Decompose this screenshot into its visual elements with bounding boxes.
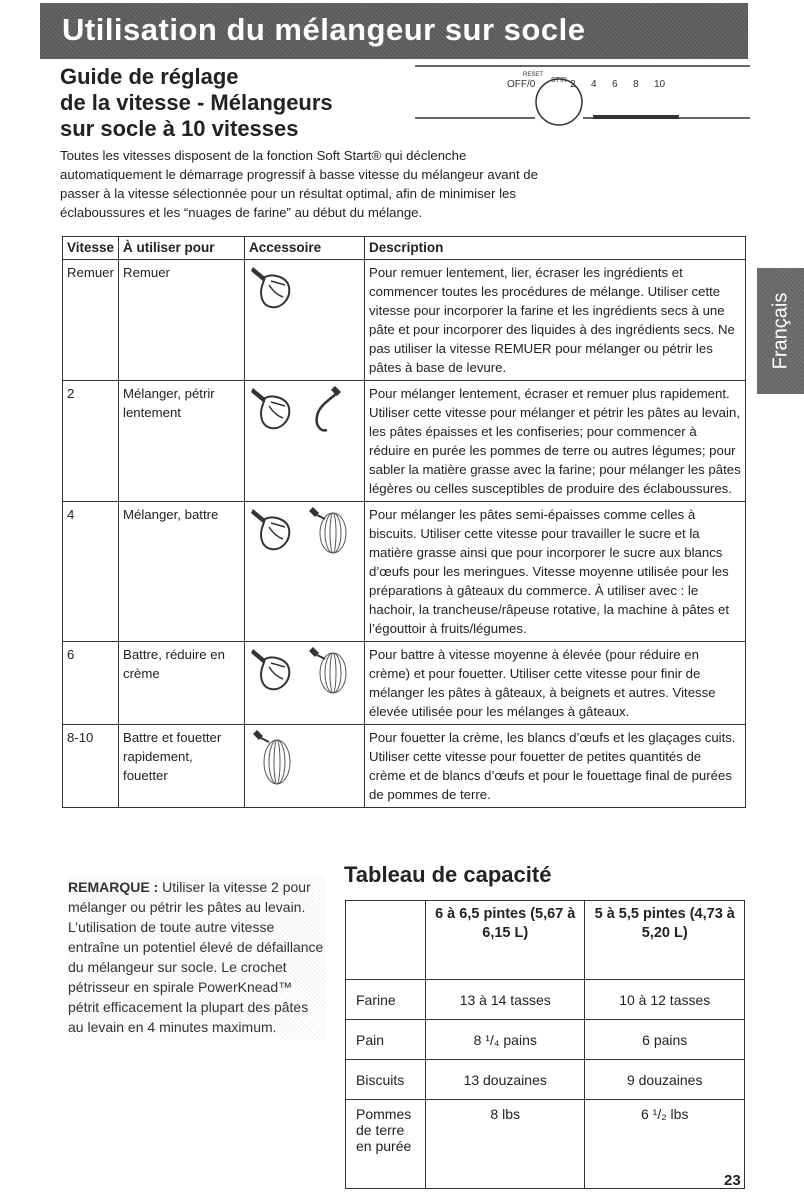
flat-beater-icon: [249, 263, 301, 315]
column-header: Accessoire: [245, 237, 365, 260]
speed-cell: 6: [63, 642, 119, 725]
accessory-cell: [245, 725, 365, 808]
wire-whip-icon: [305, 645, 353, 697]
table-row: [63, 381, 746, 502]
description-cell: Pour fouetter la crème, les blancs d’œufs et les glaçages cuits. Utiliser cette vitesse pour fouetter de petites quantités de crème et de blancs d’œufs et pour le fouettage final de purées de pommes de terre.: [365, 725, 746, 808]
flat-beater-icon: [249, 505, 301, 557]
speed-table: [62, 236, 746, 808]
table-row: [346, 1060, 745, 1100]
speed-table-header-row: [63, 237, 746, 260]
use-cell: Battre, réduire en crème: [119, 642, 245, 725]
wire-whip-icon: [305, 505, 353, 557]
column-header: Description: [365, 237, 746, 260]
table-row: [63, 642, 746, 725]
wire-whip-icon: [249, 728, 297, 788]
value-cell: 13 douzaines: [425, 1060, 585, 1100]
item-cell: Farine: [346, 980, 426, 1020]
table-row: [346, 1100, 745, 1189]
value-cell: 8 ¹/₄ pains: [425, 1020, 585, 1060]
capacity-header-row: [346, 901, 745, 980]
value-cell: 10 à 12 tasses: [585, 980, 745, 1020]
table-row: [63, 502, 746, 642]
item-cell: Biscuits: [346, 1060, 426, 1100]
speed-cell: 8-10: [63, 725, 119, 808]
table-row: [63, 260, 746, 381]
dial-reset-label: RESET: [523, 72, 544, 78]
column-header: 6 à 6,5 pintes (5,67 à 6,15 L): [425, 901, 585, 980]
use-cell: Mélanger, battre: [119, 502, 245, 642]
accessory-cell: [245, 502, 365, 642]
column-header: Vitesse: [63, 237, 119, 260]
value-cell: 9 douzaines: [585, 1060, 745, 1100]
dial-number: 6: [612, 79, 618, 90]
dial-number: 4: [591, 79, 597, 90]
speed-cell: Remuer: [63, 260, 119, 381]
note-box: [68, 875, 326, 1039]
use-cell: Mélanger, pétrir lentement: [119, 381, 245, 502]
intro-paragraph: Toutes les vitesses disposent de la fonction Soft Start® qui déclenche automatiquement le démarrage progressif à basse vitesse du mélangeur avant de passer à la vitesse sélectionnée pour un résultat optimal, afin de minimiser les éclaboussures et les “nuages de farine” au début du mélange.: [60, 148, 538, 220]
page-number: 23: [724, 1172, 741, 1189]
capacity-title: Tableau de capacité: [344, 862, 552, 887]
accessory-cell: [245, 381, 365, 502]
dial-number: 8: [633, 79, 639, 90]
item-cell: Pain: [346, 1020, 426, 1060]
dough-hook-icon: [305, 384, 345, 436]
value-cell: 6 ¹/₂ lbs: [585, 1100, 745, 1189]
column-header: À utiliser pour: [119, 237, 245, 260]
dial-slot: [593, 115, 679, 119]
speed-guide-title-line: de la vitesse - Mélangeurs: [60, 90, 333, 115]
dial-number: 10: [654, 79, 666, 90]
use-cell: Remuer: [119, 260, 245, 381]
speed-guide-title-line: Guide de réglage: [60, 64, 239, 89]
page-header-banner: [40, 3, 748, 59]
note-label: REMARQUE :: [68, 879, 159, 895]
item-cell: Pommes de terre en purée: [346, 1100, 426, 1189]
table-row: [63, 725, 746, 808]
table-row: [346, 1020, 745, 1060]
flat-beater-icon: [249, 384, 301, 436]
value-cell: 8 lbs: [425, 1100, 585, 1189]
capacity-table: [345, 900, 745, 1189]
description-cell: Pour remuer lentement, lier, écraser les ingrédients et commencer toutes les procédures de mélange. Utiliser cette vitesse pour incorporer la farine et les ingrédients secs à une pâte et pour incorporer des liquides à des ingrédients secs. Ne pas utiliser la vitesse REMUER pour mélanger ou pétrir les pâtes à base de levure.: [365, 260, 746, 381]
speed-guide-title: [60, 64, 333, 142]
accessory-cell: [245, 642, 365, 725]
dial-number: 2: [570, 79, 576, 90]
dial-stir-label: STIR: [551, 77, 567, 84]
value-cell: 6 pains: [585, 1020, 745, 1060]
description-cell: Pour battre à vitesse moyenne à élevée (pour réduire en crème) et pour fouetter. Utiliser cette vitesse pour finir de mélanger les pâtes à gâteaux, à beignets et autres. Vitesse élevée utilisée pour les mélanges à gâteaux.: [365, 642, 746, 725]
flat-beater-icon: [249, 645, 301, 697]
column-header: [346, 901, 426, 980]
use-cell: Battre et fouetter rapidement, fouetter: [119, 725, 245, 808]
speed-guide-title-line: sur socle à 10 vitesses: [60, 116, 299, 141]
description-cell: Pour mélanger les pâtes semi-épaisses comme celles à biscuits. Utiliser cette vitesse pour travailler le sucre et la matière grasse ainsi que pour incorporer le sucre aux blancs d’œufs pour les meringues. Vitesse moyenne utilisée pour les préparations à gâteaux du commerce. À utiliser avec : le hachoir, la trancheuse/râpeuse rotative, la machine à pâtes et l’égouttoir à fruits/légumes.: [365, 502, 746, 642]
dial-off-label: OFF/0: [507, 79, 536, 90]
description-cell: Pour mélanger lentement, écraser et remuer plus rapidement. Utiliser cette vitesse pour mélanger et pétrir les pâtes au levain, les pâtes épaisses et les confiseries; pour commencer à réduire en purée les pommes de terre ou autres légumes; pour sabler la matière grasse avec la farine; pour mélanger les pâtes légères ou celles susceptibles de produire des éclaboussures.: [365, 381, 746, 502]
page-title: Utilisation du mélangeur sur socle: [62, 12, 586, 47]
table-row: [346, 980, 745, 1020]
language-tab: [757, 268, 804, 394]
accessory-cell: [245, 260, 365, 381]
speed-cell: 4: [63, 502, 119, 642]
note-text: Utiliser la vitesse 2 pour mélanger ou pétrir les pâtes au levain. L’utilisation de toute autre vitesse entraîne un potentiel élevé de défaillance du mélangeur sur socle. Le crochet pétrisseur en spirale PowerKnead™ pétrit efficacement la plupart des pâtes au levain en 4 minutes maximum.: [68, 879, 324, 1035]
value-cell: 13 à 14 tasses: [425, 980, 585, 1020]
language-tab-label: Français: [769, 292, 791, 370]
speed-cell: 2: [63, 381, 119, 502]
column-header: 5 à 5,5 pintes (4,73 à 5,20 L): [585, 901, 745, 980]
